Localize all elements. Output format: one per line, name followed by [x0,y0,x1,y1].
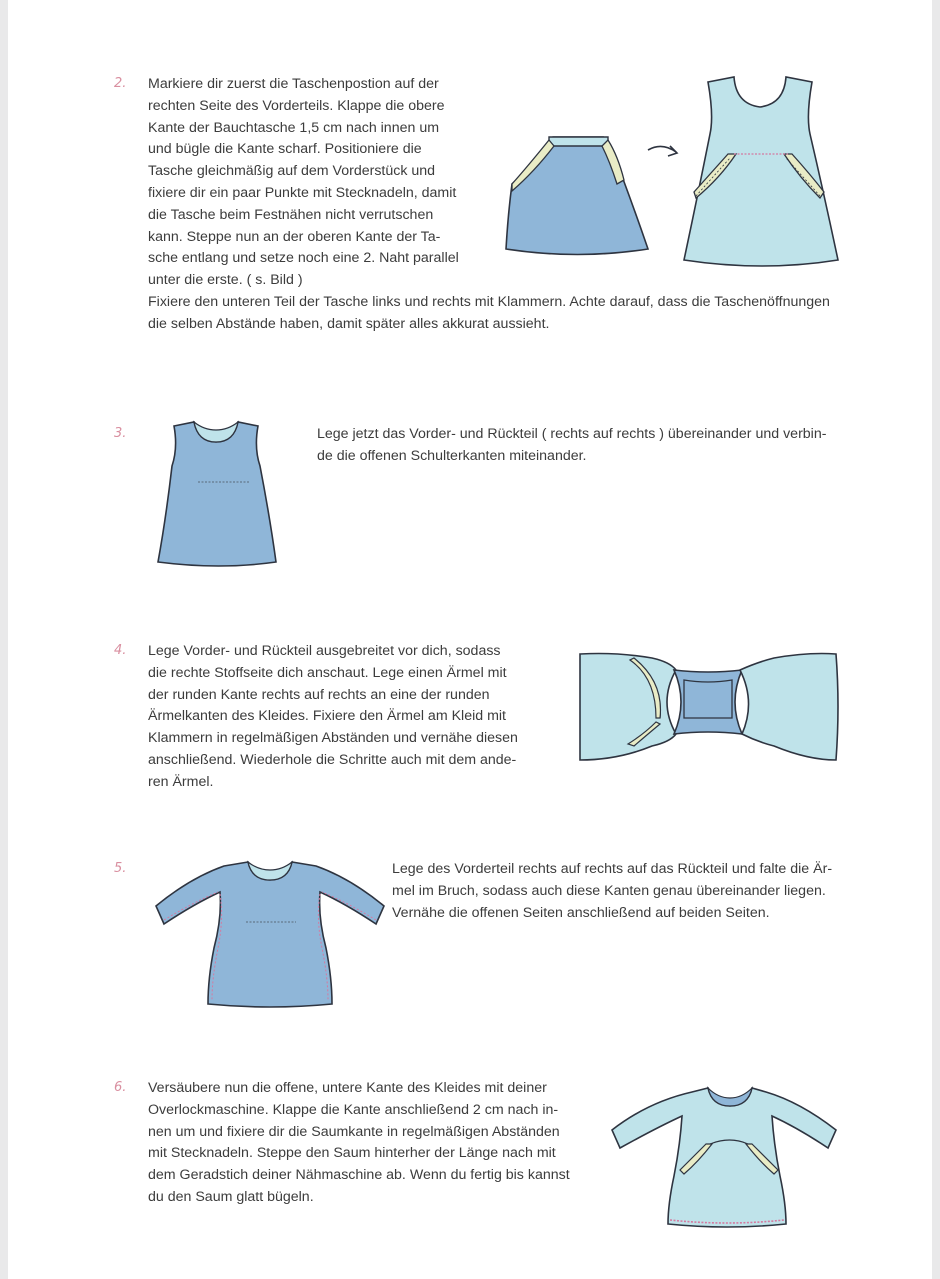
text-line: sche entlang und setze noch eine 2. Naht parallel [148,250,459,267]
step-6-text [148,1078,570,1209]
front-piece-with-pocket [684,77,838,266]
step-5-text [392,859,832,924]
text-line: Versäubere nun die offene, untere Kante des Kleides mit deiner [148,1080,547,1096]
step-number-4: 4. [114,643,127,658]
text-line: anschließend. Wiederhole die Schritte auch mit dem ande- [148,751,517,768]
text-line: du den Saum glatt bügeln. [148,1188,314,1205]
text-line: Lege jetzt das Vorder- und Rückteil ( rechts auf rechts ) übereinander und verbin- [317,426,827,442]
text-line: fixiere dir ein paar Punkte mit Stecknadeln, damit [148,184,457,201]
text-line: die rechte Stoffseite dich anschaut. Lege einen Ärmel mit [148,664,507,681]
step-number-3: 3. [114,426,127,441]
finished-dress-illustration [610,1084,838,1230]
text-line: nen um und fixiere dir die Saumkante in regelmäßigen Abständen [148,1123,560,1140]
text-line: die Tasche beim Festnähen nicht verrutschen [148,206,434,223]
step-4-text [148,641,518,794]
text-line: Klammern in regelmäßigen Abständen und vernähe diesen [148,730,518,747]
instruction-page [8,0,932,1279]
text-line: unter die erste. ( s. Bild ) [148,272,303,289]
text-line: Ärmelkanten des Kleides. Fixiere den Ärmel am Kleid mit [148,708,506,725]
text-line: und bügle die Kante scharf. Positioniere die [148,141,422,158]
step-number-6: 6. [114,1080,127,1095]
arrow-icon [648,146,677,156]
text-line: ren Ärmel. [148,773,214,790]
text-line: Overlockmaschine. Klappe die Kante anschließend 2 cm nach in- [148,1101,559,1118]
sleeve-attach-illustration [578,648,840,766]
text-line: kann. Steppe nun an der oberen Kante der Ta- [148,228,441,245]
folded-sleeves-illustration [150,858,386,1012]
step-number-5: 5. [114,861,127,876]
text-line: Kante der Bauchtasche 1,5 cm nach innen um [148,119,440,136]
text-line: Markiere dir zuerst die Taschenpostion auf der [148,76,439,92]
step-3-text [317,424,826,468]
text-line: rechten Seite des Vorderteils. Klappe die obere [148,97,445,114]
text-line: mel im Bruch, sodass auch diese Kanten genau übereinander liegen. [392,882,826,899]
text-line: dem Geradstich deiner Nähmaschine ab. Wenn du fertig bis kannst [148,1167,570,1184]
text-line: Tasche gleichmäßig auf dem Vorderstück und [148,163,436,180]
step-number-2: 2. [114,76,127,91]
dress-shoulders-illustration [154,418,286,570]
text-line: der runden Kante rechts auf rechts an eine der runden [148,686,490,703]
pocket-illustration [498,74,838,274]
text-line: de die offenen Schulterkanten miteinander. [317,447,587,464]
text-line: Fixiere den unteren Teil der Tasche links und rechts mit Klammern. Achte darauf, dass die Taschenöffnungen [148,293,830,310]
text-line: Lege Vorder- und Rückteil ausgebreitet vor dich, sodass [148,643,501,659]
text-line: die selben Abstände haben, damit später alles akkurat aussieht. [148,315,550,332]
pocket-piece [506,137,648,255]
text-line: Vernähe die offenen Seiten anschließend auf beiden Seiten. [392,904,770,921]
text-line: mit Stecknadeln. Steppe den Saum hinterher der Länge nach mit [148,1145,556,1162]
text-line: Lege des Vorderteil rechts auf rechts auf das Rückteil und falte die Är- [392,861,833,877]
